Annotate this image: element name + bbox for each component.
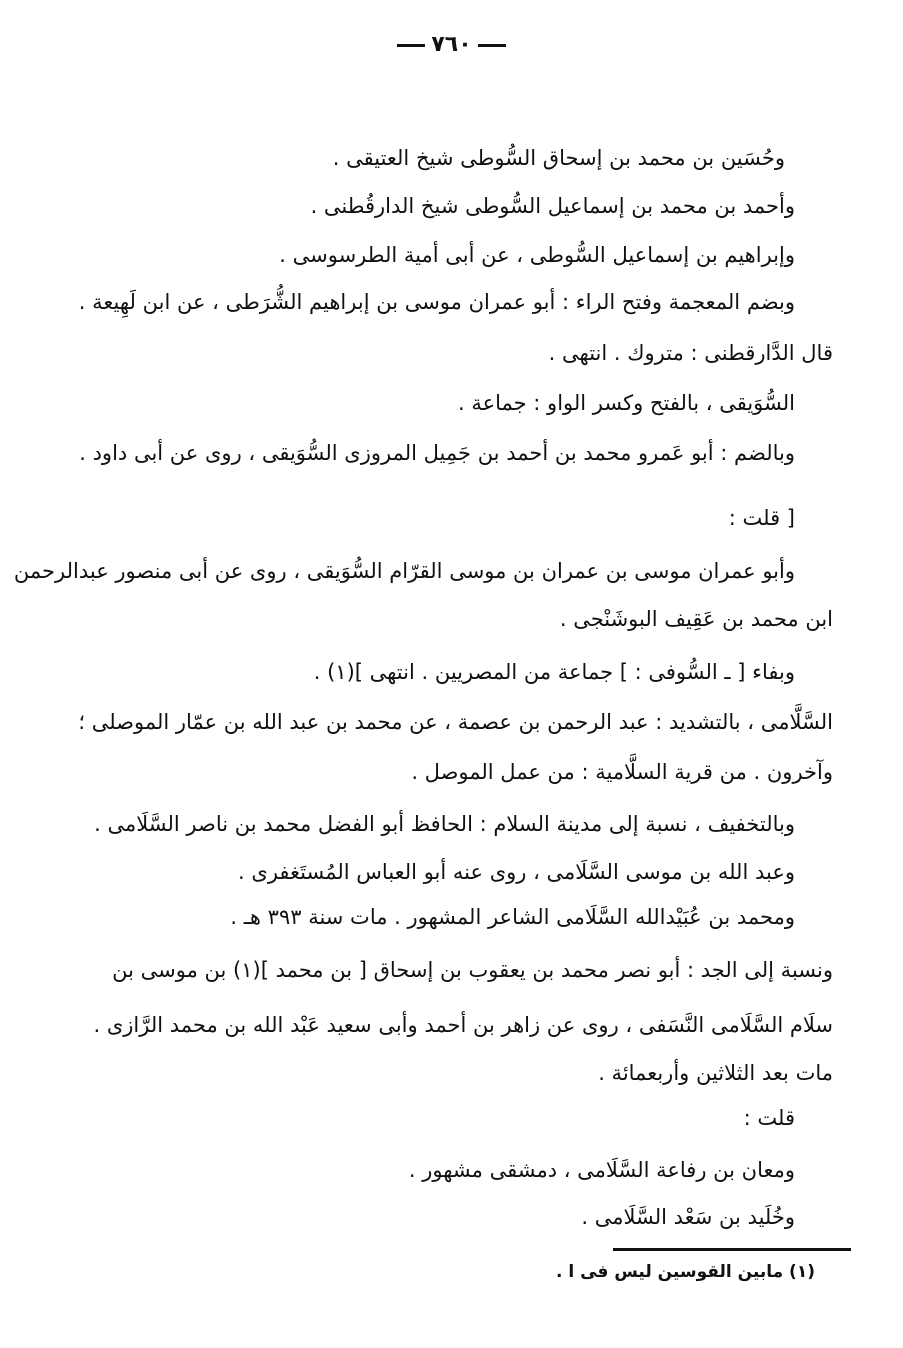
text-line: [ قلت :	[728, 506, 795, 530]
text-line: السَّلَّامى ، بالتشديد : عبد الرحمن بن عصمة ، عن محمد بن عبد الله بن عمّار الموصلى ؛	[78, 710, 833, 734]
footnote-rule	[613, 1248, 851, 1251]
text-line: وبضم المعجمة وفتح الراء : أبو عمران موسى بن إبراهيم الشُّرَطى ، عن ابن لَهِيعة .	[78, 290, 795, 314]
text-line: وحُسَين بن محمد بن إسحاق السُّوطى شيخ العتيقى .	[332, 146, 785, 170]
text-line: وإبراهيم بن إسماعيل السُّوطى ، عن أبى أمية الطرسوسى .	[279, 243, 795, 267]
header-dash-left	[397, 44, 425, 47]
page-number: ٧٦٠	[431, 32, 472, 57]
text-line: قلت :	[743, 1106, 795, 1130]
text-line: ونسبة إلى الجد : أبو نصر محمد بن يعقوب بن إسحاق [ بن محمد ](١) بن موسى بن	[112, 958, 833, 982]
text-line: ابن محمد بن عَقِيف البوشَنْجى .	[559, 607, 833, 631]
text-line: وآخرون . من قرية السلَّامية : من عمل الموصل .	[411, 760, 833, 784]
text-line: مات بعد الثلاثين وأربعمائة .	[598, 1061, 833, 1085]
page-header	[0, 32, 903, 57]
text-line: وخُلَيد بن سَعْد السَّلَامى .	[581, 1205, 795, 1229]
header-dash-right	[478, 44, 506, 47]
text-line: سلَام السَّلَامى النَّسَفى ، روى عن زاهر بن أحمد وأبى سعيد عَبْد الله بن محمد الرَّازى .	[93, 1013, 833, 1037]
text-line: وأبو عمران موسى بن عمران بن موسى القرّام السُّوَيقى ، روى عن أبى منصور عبدالرحمن	[13, 559, 795, 583]
text-line: وبفاء [ ـ السُّوفى : ] جماعة من المصريين . انتهى ](١) .	[313, 660, 795, 684]
text-line: ومعان بن رفاعة السَّلَامى ، دمشقى مشهور .	[408, 1158, 795, 1182]
text-line: وبالتخفيف ، نسبة إلى مدينة السلام : الحافظ أبو الفضل محمد بن ناصر السَّلَامى .	[94, 812, 795, 836]
text-line: وأحمد بن محمد بن إسماعيل السُّوطى شيخ الدارقُطنى .	[310, 194, 795, 218]
footnote: (١) مابين القوسين ليس فى ا .	[555, 1262, 815, 1282]
text-line: وبالضم : أبو عَمرو محمد بن أحمد بن جَمِيل المروزى السُّوَيقى ، روى عن أبى داود .	[79, 441, 795, 465]
text-line: وعبد الله بن موسى السَّلَامى ، روى عنه أبو العباس المُستَغفرى .	[238, 860, 795, 884]
text-line: السُّوَيقى ، بالفتح وكسر الواو : جماعة .	[457, 391, 795, 415]
text-line: ومحمد بن عُبَيْدالله السَّلَامى الشاعر المشهور . مات سنة ٣٩٣ هـ .	[230, 905, 795, 929]
text-line: قال الدَّارقطنى : متروك . انتهى .	[548, 341, 833, 365]
